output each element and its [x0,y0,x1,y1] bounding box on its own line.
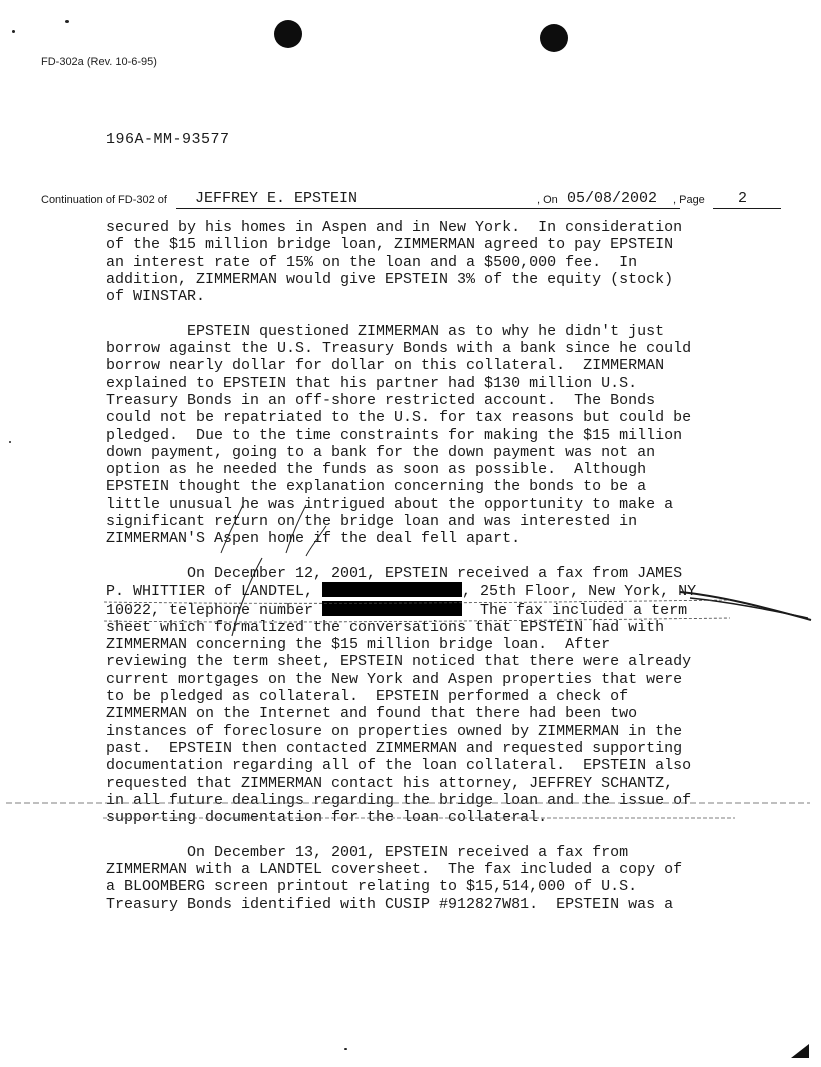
text-line [106,582,746,600]
text-segment: P. WHITTIER of LANDTEL, [106,583,323,601]
text-line: past. EPSTEIN then contacted ZIMMERMAN and requested supporting [106,739,683,757]
text-line: Treasury Bonds in an off-shore restricted account. The Bonds [106,391,656,409]
paragraph [106,844,746,913]
text-line [106,601,746,619]
text-line: borrow nearly dollar for dollar on this collateral. ZIMMERMAN [106,357,665,375]
scan-speck [65,20,69,23]
text-line: instances of foreclosure on properties owned by ZIMMERMAN in the [106,722,683,740]
text-line: little unusual he was intrigued about the opportunity to make a [106,495,674,513]
text-line: EPSTEIN thought the explanation concerning the bonds to be a [106,478,647,496]
punch-hole [540,24,568,52]
text-line: supporting documentation for the loan collateral. [106,809,548,827]
paragraph [106,565,746,826]
on-label: , On [537,194,558,206]
text-line: in all future dealings regarding the bridge loan and the issue of [106,791,692,809]
page-label: , Page [673,194,705,206]
text-line: borrow against the U.S. Treasury Bonds with a bank since he could [106,340,692,358]
text-line: reviewing the term sheet, EPSTEIN noticed that there were already [106,653,692,671]
paragraph [106,323,746,548]
subject-name: JEFFREY E. EPSTEIN [195,190,358,207]
text-line: On December 12, 2001, EPSTEIN received a fax from JAMES [106,564,683,582]
text-line: a BLOOMBERG screen printout relating to $15,514,000 of U.S. [106,878,638,896]
text-line: an interest rate of 15% on the loan and a $500,000 fee. In [106,253,638,271]
file-number: 196A-MM-93577 [106,131,230,148]
date-underline [565,208,680,209]
continuation-line [41,186,781,210]
punch-hole [274,20,302,48]
text-line: addition, ZIMMERMAN would give EPSTEIN 3% of the equity (stock) [106,270,674,288]
scan-speck [344,1048,347,1050]
redaction-bar [322,582,462,597]
text-line: secured by his homes in Aspen and in New York. In consideration [106,219,683,236]
text-line: On December 13, 2001, EPSTEIN received a fax from [106,843,629,861]
text-line: ZIMMERMAN concerning the $15 million bridge loan. After [106,636,611,654]
paragraph [106,219,746,305]
page-number: 2 [738,190,748,207]
text-segment: , 25th Floor, New York, NY [462,583,697,601]
scan-speck [12,30,15,33]
text-line: explained to EPSTEIN that his partner had $130 million U.S. [106,374,638,392]
text-segment: 10022, telephone number [106,601,323,619]
form-identifier: FD-302a (Rev. 10-6-95) [41,56,157,68]
page-underline [713,208,781,209]
text-line: of WINSTAR. [106,288,206,306]
document-body [106,219,746,913]
redaction-bar [322,601,462,616]
subject-underline [176,208,576,209]
page-corner-marker [791,1044,809,1058]
text-segment: The fax included a term [462,601,688,619]
scan-speck [9,441,11,443]
text-line: EPSTEIN questioned ZIMMERMAN as to why he didn't just [106,322,665,340]
text-line: significant return on the bridge loan and was interested in [106,513,638,531]
text-line: to be pledged as collateral. EPSTEIN performed a check of [106,688,629,706]
text-line: down payment, going to a bank for the down payment was not an [106,443,656,461]
text-line: ZIMMERMAN on the Internet and found that there had been two [106,705,638,723]
text-line: option as he needed the funds as soon as possible. Although [106,461,647,479]
text-line: sheet which formalized the conversations that EPSTEIN had with [106,618,665,636]
text-line: requested that ZIMMERMAN contact his attorney, JEFFREY SCHANTZ, [106,774,674,792]
text-line: pledged. Due to the time constraints for making the $15 million [106,426,683,444]
text-line: current mortgages on the New York and Aspen properties that were [106,670,683,688]
text-line: ZIMMERMAN'S Aspen home if the deal fell apart. [106,530,521,548]
continuation-label: Continuation of FD-302 of [41,194,167,206]
text-line: ZIMMERMAN with a LANDTEL coversheet. The fax included a copy of [106,860,683,878]
text-line: documentation regarding all of the loan collateral. EPSTEIN also [106,757,692,775]
interview-date: 05/08/2002 [567,190,658,207]
text-line: Treasury Bonds identified with CUSIP #912827W81. EPSTEIN was a [106,895,674,913]
text-line: could not be repatriated to the U.S. for tax reasons but could be [106,409,692,427]
text-line: of the $15 million bridge loan, ZIMMERMAN agreed to pay EPSTEIN [106,236,674,254]
